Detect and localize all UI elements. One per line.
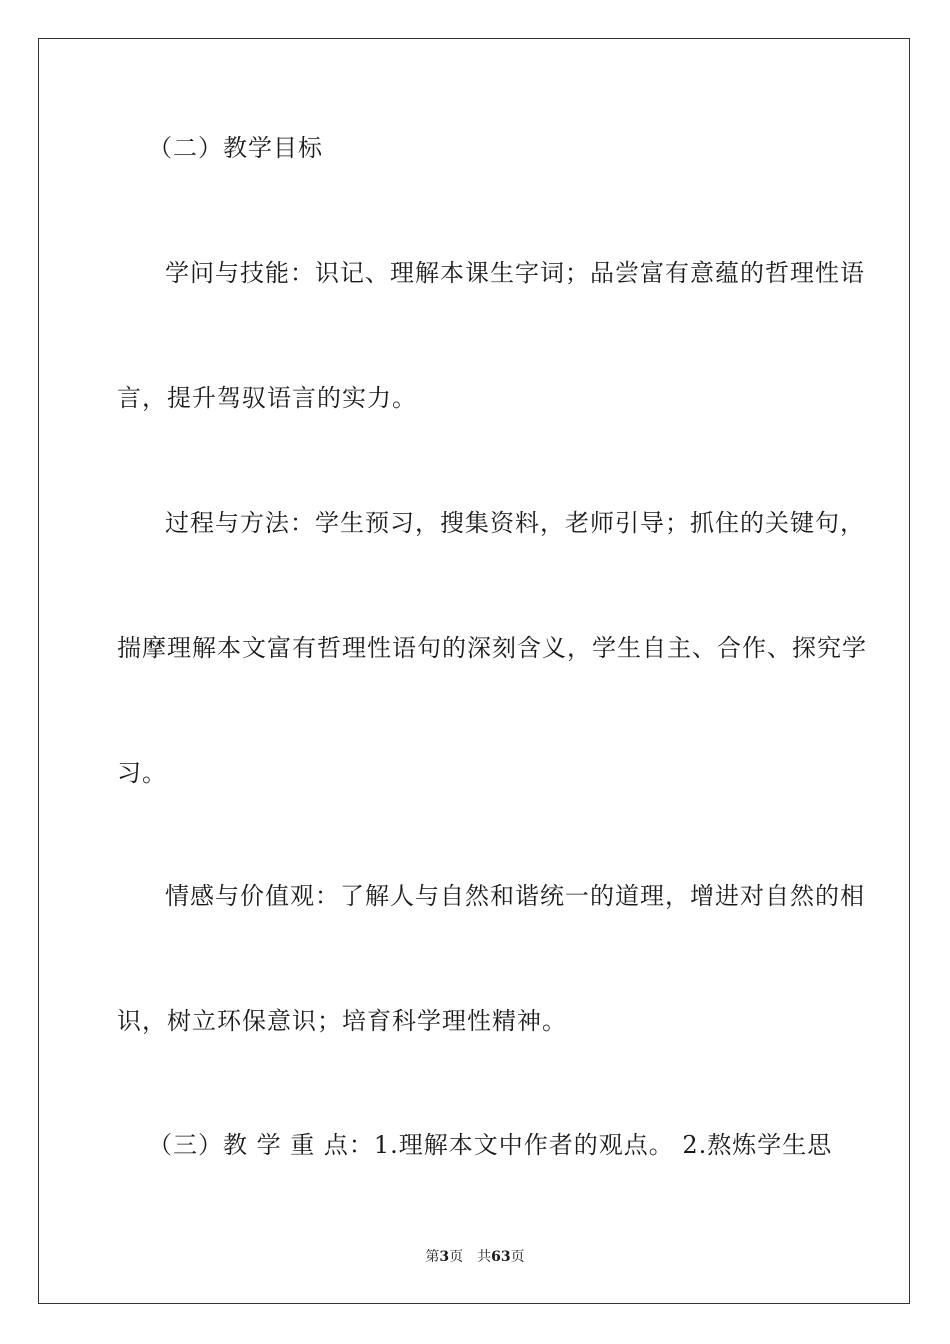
footer-suffix: 页 xyxy=(510,1249,525,1265)
paragraph-process-line-1: 过程与方法：学生预习，搜集资料，老师引导；抓住的关键句， xyxy=(165,509,865,537)
footer-prefix: 第 xyxy=(425,1249,440,1265)
paragraph-values-line-2: 识，树立环保意识；培育科学理性精神。 xyxy=(117,1007,567,1035)
paragraph-process-line-3: 习。 xyxy=(117,759,167,787)
page-footer xyxy=(0,1248,950,1266)
paragraph-knowledge-line-2: 言，提升驾驭语言的实力。 xyxy=(117,384,417,412)
section-heading-objectives: （二）教学目标 xyxy=(148,134,323,162)
footer-middle: 页 共 xyxy=(449,1249,492,1265)
total-page-count: 63 xyxy=(491,1249,511,1265)
paragraph-values-line-1: 情感与价值观：了解人与自然和谐统一的道理，增进对自然的相 xyxy=(165,882,865,910)
section-heading-key-points: （三）教 学 重 点：1.理解本文中作者的观点。 2.熬炼学生思 xyxy=(148,1131,833,1159)
paragraph-process-line-2: 揣摩理解本文富有哲理性语句的深刻含义，学生自主、合作、探究学 xyxy=(117,634,867,662)
paragraph-knowledge-line-1: 学问与技能：识记、理解本课生字词；品尝富有意蕴的哲理性语 xyxy=(165,259,865,287)
current-page-number: 3 xyxy=(439,1249,450,1265)
page-border xyxy=(38,38,910,1304)
